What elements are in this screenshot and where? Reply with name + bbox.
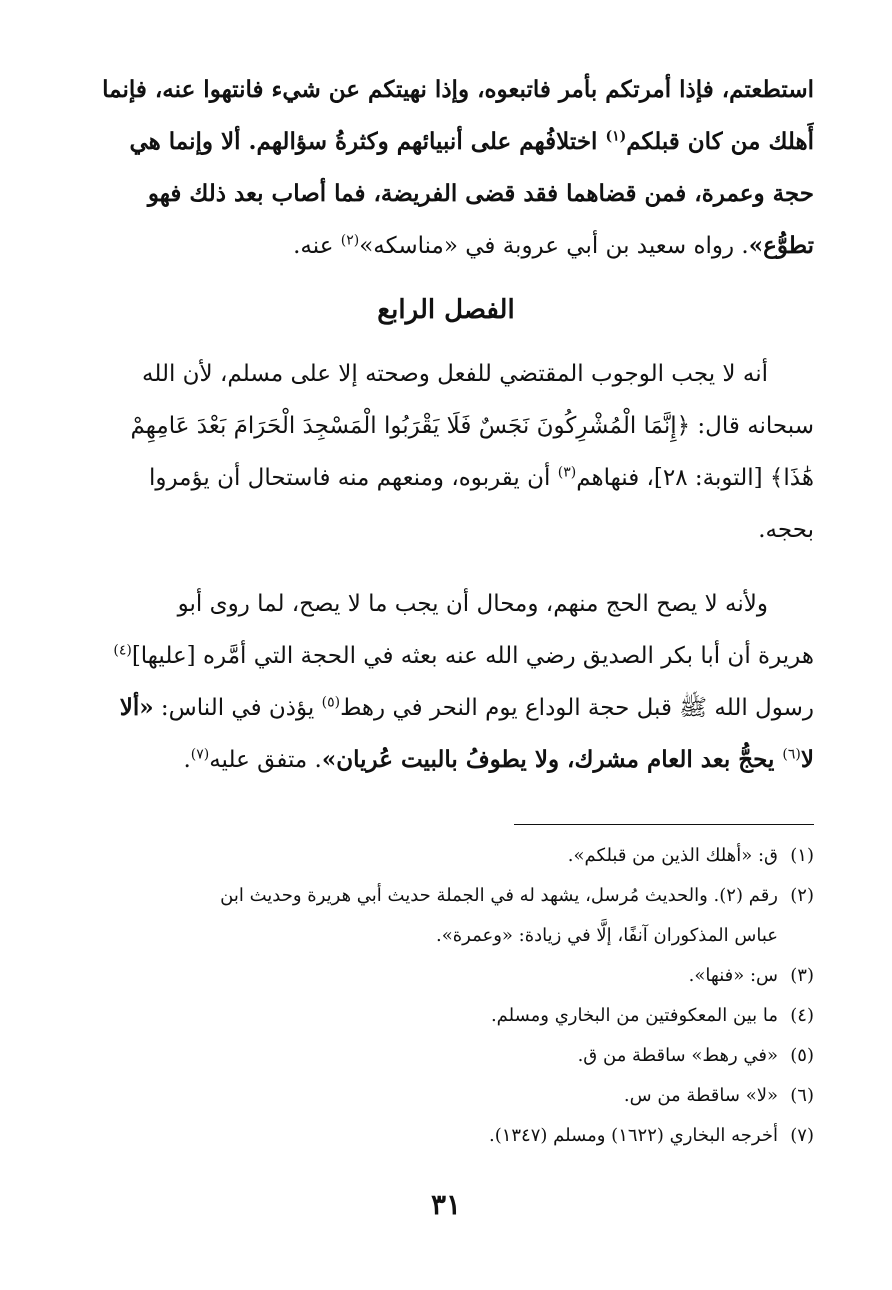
paragraph-line: [78, 682, 814, 734]
footnotes: [78, 836, 814, 1156]
paragraph-line: [78, 734, 814, 786]
page-number: ٣١: [430, 1188, 462, 1221]
footnote-ref[interactable]: (٧): [190, 746, 210, 763]
footnote-item: [78, 1036, 814, 1076]
footnote-item-continued: [78, 916, 814, 956]
footnote-ref[interactable]: (٦): [782, 746, 801, 763]
footnote-number: (٧): [790, 1125, 814, 1146]
footnote-text: ما بين المعكوفتين من البخاري ومسلم.: [490, 1005, 778, 1026]
footnote-text: رقم (٢). والحديث مُرسل، يشهد له في الجملة حديث أبي هريرة وحديث ابن: [220, 885, 778, 906]
hadith-quote: يحجُّ بعد العام مشرك، ولا يطوفُ بالبيت عُريان»: [321, 746, 783, 773]
footnote-number: (٥): [790, 1045, 814, 1066]
footnote-number: (٦): [790, 1085, 814, 1106]
line-text: هَٰذَا﴾ [التوبة: ٢٨]، فنهاهم: [576, 465, 814, 491]
paragraph-line: [78, 116, 814, 168]
line-text: أَهلك من كان قبلكم: [626, 128, 814, 155]
hadith-quote: «ألا: [119, 694, 154, 721]
paragraph-3: [78, 578, 814, 786]
footnote-divider: [514, 824, 814, 825]
continued-paragraph: [78, 64, 814, 272]
paragraph-line: حجة وعمرة، فمن قضاهما فقد قضى الفريضة، فما أصاب بعد ذلك فهو: [147, 180, 814, 207]
footnote-item: [78, 876, 814, 916]
footnote-item: [78, 956, 814, 996]
footnote-ref[interactable]: (٣): [557, 464, 577, 481]
line-text: .: [183, 747, 191, 773]
paragraph-line: بحجه.: [758, 517, 814, 543]
footnote-text: «في رهط» ساقطة من ق.: [577, 1045, 778, 1066]
footnote-item: [78, 1076, 814, 1116]
footnote-text: ق: «أهلك الذين من قبلكم».: [567, 845, 778, 866]
paragraph-line: [78, 630, 814, 682]
chapter-heading: الفصل الرابع: [377, 295, 515, 325]
paragraph-line: [78, 220, 814, 272]
footnote-ref[interactable]: (٤): [113, 642, 132, 659]
footnote-number: (١): [790, 845, 814, 866]
footnote-item: [78, 836, 814, 876]
line-text: عنه.: [293, 233, 341, 259]
footnote-number-spacer: [778, 916, 814, 956]
quran-verse-line: سبحانه قال: ﴿إِنَّمَا الْمُشْرِكُونَ نَجَسٌ فَلَا يَقْرَبُوا الْمَسْجِدَ الْحَرَامَ بَعْدَ عَامِهِمْ: [130, 413, 814, 439]
line-text: رسول الله ﷺ قبل حجة الوداع يوم النحر في رهط: [340, 695, 814, 721]
footnote-number: (٤): [790, 1005, 814, 1026]
line-text-bold: تطوُّع»: [748, 232, 814, 259]
paragraph-line: [78, 452, 814, 504]
hadith-quote: لا: [800, 746, 814, 773]
paragraph-line: استطعتم، فإذا أمرتكم بأمر فاتبعوه، وإذا نهيتكم عن شيء فانتهوا عنه، فإنما: [102, 76, 814, 103]
footnote-text: عباس المذكوران آنفًا، إلَّا في زيادة: «وعمرة».: [435, 925, 778, 946]
line-text: . رواه سعيد بن أبي عروبة في «مناسكه»: [359, 233, 749, 259]
paragraph-line: ولأنه لا يصح الحج منهم، ومحال أن يجب ما لا يصح، لما روى أبو: [177, 591, 768, 617]
paragraph-line: أنه لا يجب الوجوب المقتضي للفعل وصحته إلا على مسلم، لأن الله: [142, 361, 768, 387]
paragraph-2: [78, 348, 814, 556]
footnote-ref[interactable]: (٢): [340, 232, 360, 249]
footnote-text: س: «فنها».: [688, 965, 778, 986]
line-text: يؤذن في الناس:: [153, 695, 322, 721]
footnote-text: «لا» ساقطة من س.: [623, 1085, 778, 1106]
footnote-number: (٣): [790, 965, 814, 986]
footnote-number: (٢): [790, 885, 814, 906]
line-text: اختلافُهم على أنبيائهم وكثرةُ سؤالهم. ألا وإنما هي: [129, 128, 606, 155]
footnote-ref[interactable]: (٥): [321, 694, 341, 711]
footnote-item: [78, 1116, 814, 1156]
line-text: أن يقربوه، ومنعهم منه فاستحال أن يؤمروا: [148, 465, 558, 491]
footnote-ref[interactable]: (١): [605, 128, 627, 145]
footnote-item: [78, 996, 814, 1036]
line-text: هريرة أن أبا بكر الصديق رضي الله عنه بعثه في الحجة التي أمَّره [عليها]: [131, 643, 814, 669]
footnote-text: أخرجه البخاري (١٦٢٢) ومسلم (١٣٤٧).: [488, 1125, 778, 1146]
line-text: . متفق عليه: [209, 747, 322, 773]
